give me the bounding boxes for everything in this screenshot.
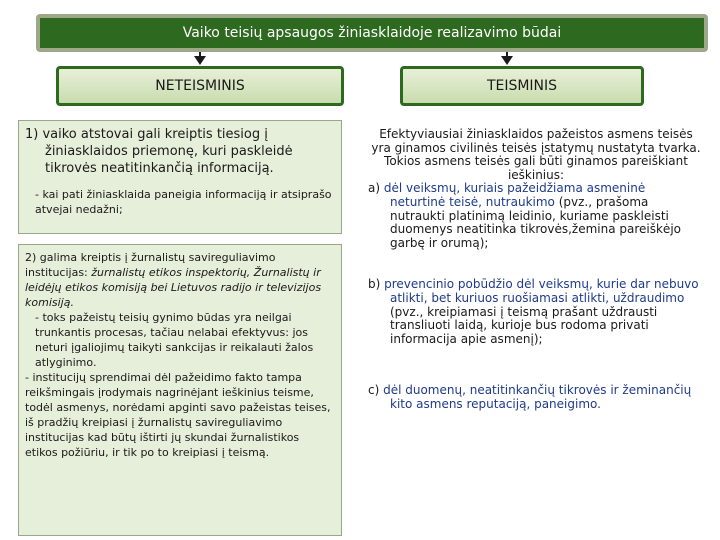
- category-neteisminis: [56, 66, 344, 106]
- judicial-intro-1: Efektyviausiai žiniasklaidos pažeistos asmens teisės yra ginamos civilinės teisės įstatymų nustatyta tvarka.: [371, 127, 701, 155]
- item-b-rest: (pvz., kreipiamasi į teismą prašant uždrausti transliuoti laidą, kurioje bus rodoma privati informacija apie asmenį);: [390, 304, 658, 346]
- judicial-intro-2: Tokios asmens teisės gali būti ginamos pareiškiant ieškinius:: [384, 154, 688, 182]
- category-teisminis-label: TEISMINIS: [486, 78, 558, 94]
- self-regulation-text: [25, 250, 335, 310]
- self-regulation-institutions: žurnalistų etikos inspektorių, Žurnalistų ir leidėjų etikos komisiją bei Lietuvos radijo ir televizijos komisiją.: [25, 266, 322, 309]
- item-a-rest: (pvz., prašoma nutraukti platinimą leidinio, kuriame paskleisti duomenys neatitinka tikrovės,žemina pareiškėjo garbę ir orumą);: [390, 194, 681, 250]
- item-b-highlight: prevencinio pobūdžio dėl veiksmų, kurie dar nebuvo atlikti, bet kuriuos ruošiamasi atlikti, uždraudimo: [384, 277, 699, 305]
- arrow-left-icon: [194, 56, 206, 65]
- arrow-right-icon: [501, 56, 513, 65]
- self-regulation-lead: 2) galima kreiptis į žurnalistų savireguliavimo institucijas:: [25, 251, 276, 279]
- diagram-title-banner: [36, 14, 708, 52]
- diagram-title: Vaiko teisių apsaugos žiniasklaidoje realizavimo būdai: [182, 25, 562, 41]
- direct-contact-heading: 1) vaiko atstovai gali kreiptis tiesiog į žiniasklaidos priemonę, kuri paskleidė tikrovės neatitinkančią informaciją.: [25, 127, 293, 176]
- judicial-item-a: [368, 182, 704, 250]
- item-c-label: c): [368, 383, 384, 398]
- judicial-item-c: [368, 384, 704, 411]
- judicial-item-b: [368, 278, 704, 346]
- self-regulation-note-1: - toks pažeistų teisių gynimo būdas yra neilgai trunkantis procesas, tačiau nelabai efektyvus: jos neturi įgaliojimų taikyti sankcijas ir reikalauti žalos atlyginimo.: [35, 311, 314, 369]
- category-teisminis: [400, 66, 644, 106]
- item-b-label: b): [368, 277, 385, 292]
- item-a-highlight: dėl veiksmų, kuriais pažeidžiama asmeninė neturtinė teisė, nutraukimo: [383, 181, 646, 209]
- left-panel-direct-contact: [18, 120, 342, 234]
- self-regulation-note-2: - institucijų sprendimai dėl pažeidimo fakto tampa reikšmingais įrodymais nagrinėjant ieškinius teisme, todėl asmenys, norėdami apginti savo pažeistas teises, iš pradžių kreipiasi į žurnalistų savireguliavimo institucijas kad būtų ištirti jų skundai žurnalistikos etikos požiūriu, ir tik po to kreipiasi į teismą.: [25, 371, 331, 459]
- right-column-judicial: [368, 128, 704, 536]
- category-neteisminis-label: NETEISMINIS: [155, 78, 245, 94]
- item-c-highlight: dėl duomenų, neatitinkančių tikrovės ir žeminančių kito asmens reputaciją, paneigimo.: [383, 383, 692, 411]
- direct-contact-note: - kai pati žiniasklaida paneigia informaciją ir atsiprašo atvejai nedažni;: [35, 188, 332, 216]
- item-a-label: a): [368, 181, 384, 196]
- left-panel-self-regulation: [18, 244, 342, 536]
